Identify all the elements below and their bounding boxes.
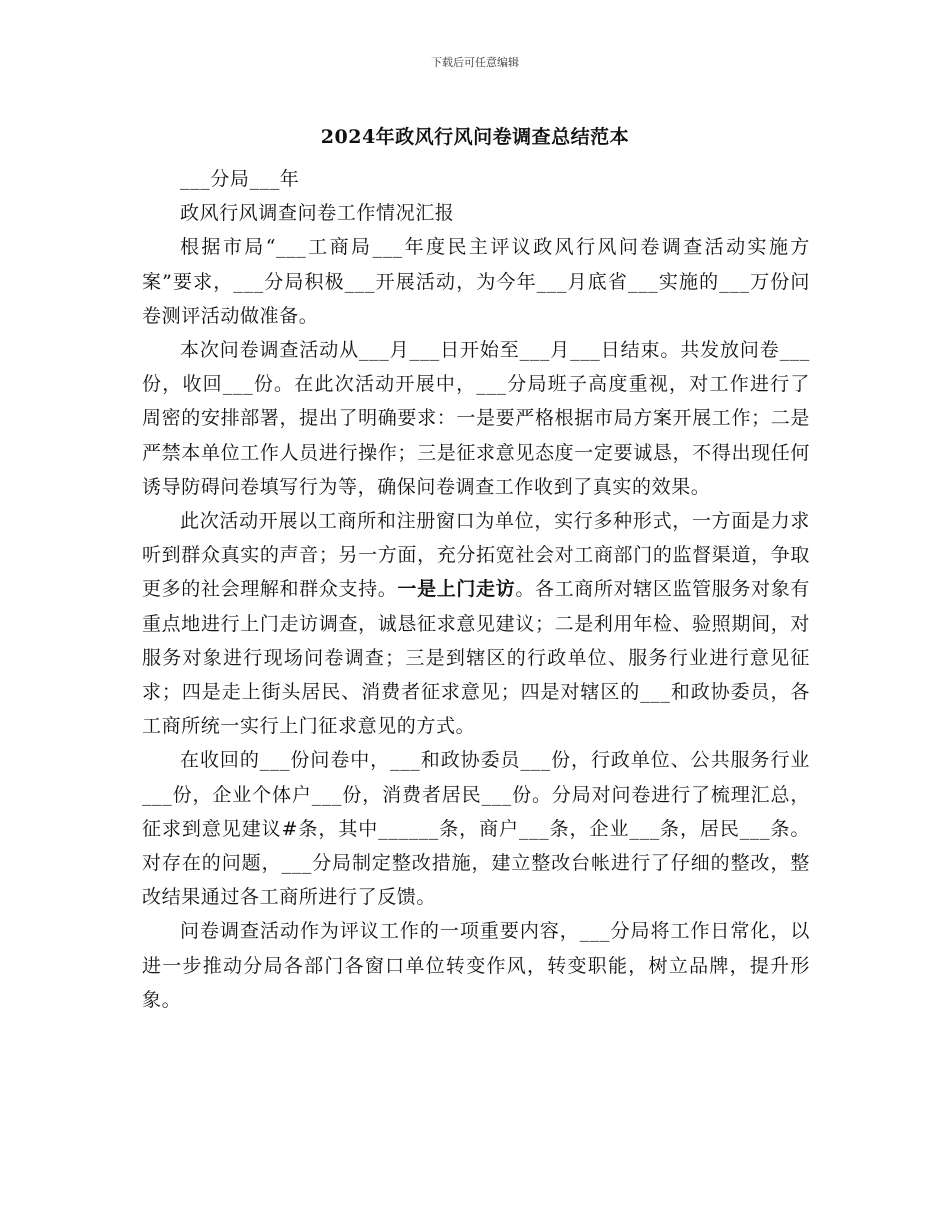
document-body	[142, 162, 810, 1017]
paragraph-background: 根据市局“___工商局___年度民主评议政风行风问卷调查活动实施方案”要求，___分局积极___开展活动，为今年___月底省___实施的___万份问卷测评活动做准备。	[142, 236, 810, 327]
paragraph-activity-forms-detail: 。各工商所对辖区监管服务对象有重点地进行上门走访调查，诚恳征求意见建议；二是利用年检、验照期间，对服务对象进行现场问卷调查；三是到辖区的行政单位、服务行业进行意见征求；四是走上街头居民、消费者征求意见；四是对辖区的___和政协委员，各工商所统一实行上门征求意见的方式。	[142, 578, 810, 738]
paragraph-branch-year: ___分局___年	[180, 168, 300, 190]
emphasis-door-to-door: 一是上门走访	[397, 578, 516, 601]
document-title: 2024年政风行风问卷调查总结范本	[320, 126, 630, 148]
paragraph-activity-forms-intro: 此次活动开展以工商所和注册窗口为单位，实行多种形式，一方面是力求听到群众真实的声音；另一方面，充分拓宽社会对工商部门的监督渠道，争取更多的社会理解和群众支持。	[142, 510, 810, 601]
paragraph-report-title: 政风行风调查问卷工作情况汇报	[180, 202, 455, 225]
paragraph-conclusion: 问卷调查活动作为评议工作的一项重要内容，___分局将工作日常化，以进一步推动分局各部门各窗口单位转变作风，转变职能，树立品牌，提升形象。	[142, 920, 810, 1011]
paragraph-activity-period: 本次问卷调查活动从___月___日开始至___月___日结束。共发放问卷___份，收回___份。在此次活动开展中，___分局班子高度重视，对工作进行了周密的安排部署，提出了明确要求：一是要严格根据市局方案开展工作；二是严禁本单位工作人员进行操作；三是征求意见态度一定要诚恳，不得出现任何诱导防碍问卷填写行为等，确保问卷调查工作收到了真实的效果。	[142, 339, 810, 498]
paragraph-activity-forms	[142, 504, 810, 743]
paragraph-results: 在收回的___份问卷中，___和政协委员___份，行政单位、公共服务行业___份，企业个体户___份，消费者居民___份。分局对问卷进行了梳理汇总，征求到意见建议#条，其中______条，商户___条，企业___条，居民___条。对存在的问题，___分局制定整改措施，建立整改台帐进行了仔细的整改，整改结果通过各工商所进行了反馈。	[142, 749, 810, 909]
header-note: 下载后可任意编辑	[431, 56, 519, 69]
